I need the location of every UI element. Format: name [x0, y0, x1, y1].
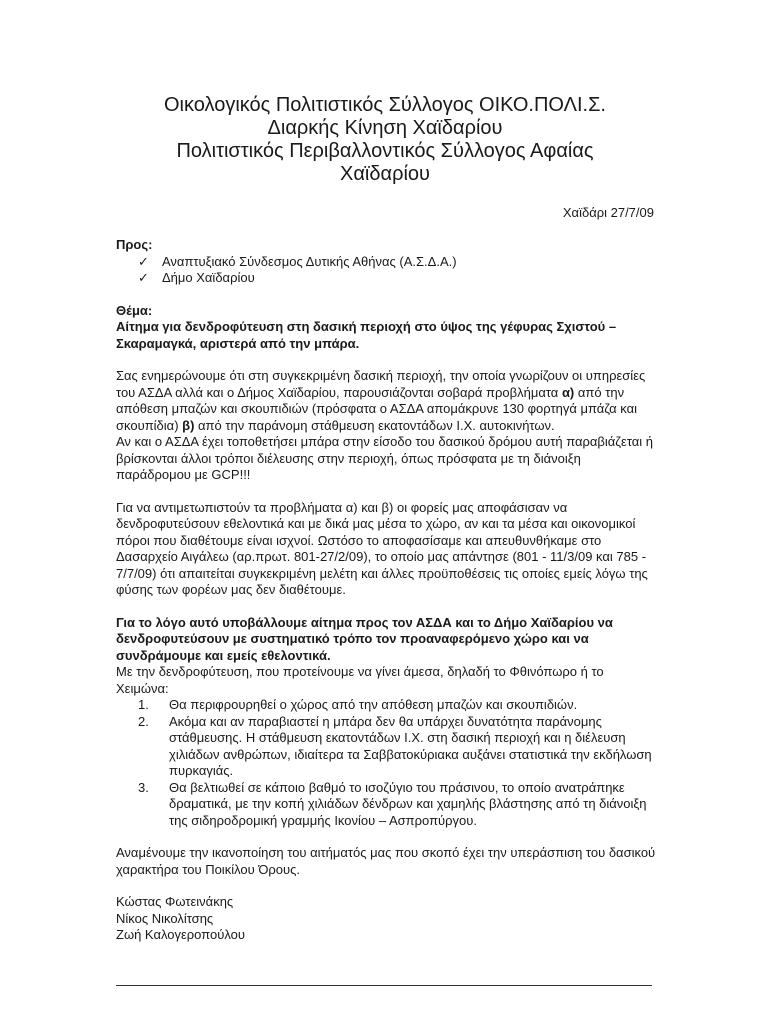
header-line-2: Διαρκής Κίνηση Χαϊδαρίου: [267, 117, 503, 139]
recipient-item: [116, 270, 656, 287]
paragraph-text: από την απόθεση μπαζών και σκουπιδιών (πρόσφατα ο ΑΣΔΑ απομάκρυνε 130 φορτηγά μπάζα και σκουπίδια): [116, 384, 638, 433]
letter-body: [116, 237, 656, 944]
item-number: 2.: [138, 713, 149, 729]
header-line-3: Πολιτιστικός Περιβαλλοντικός Σύλλογος Αφαίας: [176, 140, 594, 162]
to-label: Προς:: [116, 237, 153, 252]
closing-paragraph: Αναμένουμε την ικανοποίηση του αιτήματός μας που σκοπό έχει την υπεράσπιση του δασικού χαρακτήρα του Ποικίλου Όρους.: [116, 845, 656, 877]
paragraph-problems: [116, 368, 656, 434]
header-line-4: Χαϊδαρίου: [340, 163, 430, 185]
item-text: Θα περιφρουρηθεί ο χώρος από την απόθεση μπαζών και σκουπιδιών.: [169, 697, 578, 712]
recipient-text: Αναπτυξιακό Σύνδεσμος Δυτικής Αθήνας (Α.Σ.Δ.Α.): [162, 253, 457, 269]
header-line-1: Οικολογικός Πολιτιστικός Σύλλογος ΟΙΚΟ.ΠΟΛΙ.Σ.: [164, 94, 606, 116]
letter-header: [100, 94, 670, 186]
intro-paragraph: Με την δενδροφύτευση, που προτείνουμε να γίνει άμεσα, δηλαδή το Φθινόπωρο ή το Χειμώνα:: [116, 664, 604, 696]
recipient-item: [116, 254, 656, 271]
request-paragraph: Για το λόγο αυτό υποβάλλουμε αίτημα προς τον ΑΣΔΑ και το Δήμο Χαϊδαρίου να δενδροφυτεύσουν με συστηματικό τρόπο τον προαναφερόμενο χώρο και να συνδράμουμε και εμείς εθελοντικά.: [116, 614, 613, 663]
signatory-name: Νίκος Νικολίτσης: [116, 910, 214, 926]
paragraph-response: Για να αντιμετωπιστούν τα προβλήματα α) και β) οι φορείς μας αποφάσισαν να δενδροφυτεύσουν εθελοντικά και με δικά μας μέσα το χώρο, αν και τα μέσα και οικονομικοί πόροι που διαθέτουμε είναι ισχνοί. Ωστόσο το αποφασίσαμε και απευθυνθήκαμε στο Δασαρχείο Αιγάλεω (αρ.πρωτ. 801-27/2/09), το οποίο μας απάντησε (801 - 11/3/09 και 785 - 7/7/09) ότι απαιτείται συγκεκριμένη μελέτη και άλλες προϋποθέσεις τις οποίες εμείς λόγω της φύσης των φορέων μας δεν διαθέτουμε.: [116, 499, 648, 597]
paragraph-text: από την παράνομη στάθμευση εκατοντάδων Ι.Χ. αυτοκινήτων.: [194, 417, 555, 433]
item-text: Ακόμα και αν παραβιαστεί η μπάρα δεν θα υπάρχει δυνατότητα παράνομης στάθμευσης. Η στάθμευση εκατοντάδων Ι.Χ. στη δασική περιοχή και η διέλευση χιλιάδων ανθρώπων, ιδιαίτερα τα Σαββατοκύριακα αυξάνει στατιστικά την εκδήλωση πυρκαγιάς.: [169, 713, 652, 778]
subject-text: Αίτημα για δενδροφύτευση στη δασική περιοχή στο ύψος της γέφυρας Σχιστού –Σκαραμαγκά, αριστερά από την μπάρα.: [116, 319, 617, 351]
signatory-name: Ζωή Καλογεροπούλου: [116, 927, 245, 942]
checkmark-icon: ✓: [138, 270, 149, 285]
item-number: 3.: [138, 779, 149, 795]
paragraph-text: Σας ενημερώνουμε ότι στη συγκεκριμένη δασική περιοχή, την οποία γνωρίζουν οι υπηρεσίες του ΑΣΔΑ αλλά και ο Δήμος Χαϊδαρίου, παρουσιάζονται σοβαρά προβλήματα: [116, 368, 646, 400]
signatory-name: Κώστας Φωτεινάκης: [116, 894, 234, 909]
paragraph-barrier: Αν και ο ΑΣΔΑ έχει τοποθετήσει μπάρα στην είσοδο του δασικού δρόμου αυτή παραβιάζεται ή βρίσκονται άλλοι τρόποι διέλευσης στην περιοχή, όπως πρόσφατα με τη διάνοιξη παράδρομου με GCP!!!: [116, 434, 654, 482]
recipient-list: [116, 254, 656, 287]
letter-date: Χαϊδάρι 27/7/09: [562, 205, 654, 220]
item-text: Θα βελτιωθεί σε κάποιο βαθμό το ισοζύγιο του πράσινου, το οποίο ανατράπηκε δραματικά, με την κοπή χιλιάδων δένδρων και χαμηλής βλάστησης από τη διάνοιξη της σιδηροδρομική γραμμής Ικονίου – Ασπροπύργου.: [169, 779, 647, 828]
benefit-item: [116, 697, 656, 714]
item-number: 1.: [138, 697, 149, 712]
footer-rule: [116, 985, 652, 986]
benefit-item: [116, 780, 656, 830]
recipient-text: Δήμο Χαϊδαρίου: [162, 270, 255, 285]
marker-b: β): [182, 417, 195, 433]
benefits-list: [116, 697, 656, 829]
benefit-item: [116, 714, 656, 780]
marker-a: α): [561, 384, 575, 400]
subject-label: Θέμα:: [116, 302, 153, 318]
checkmark-icon: ✓: [138, 253, 149, 269]
